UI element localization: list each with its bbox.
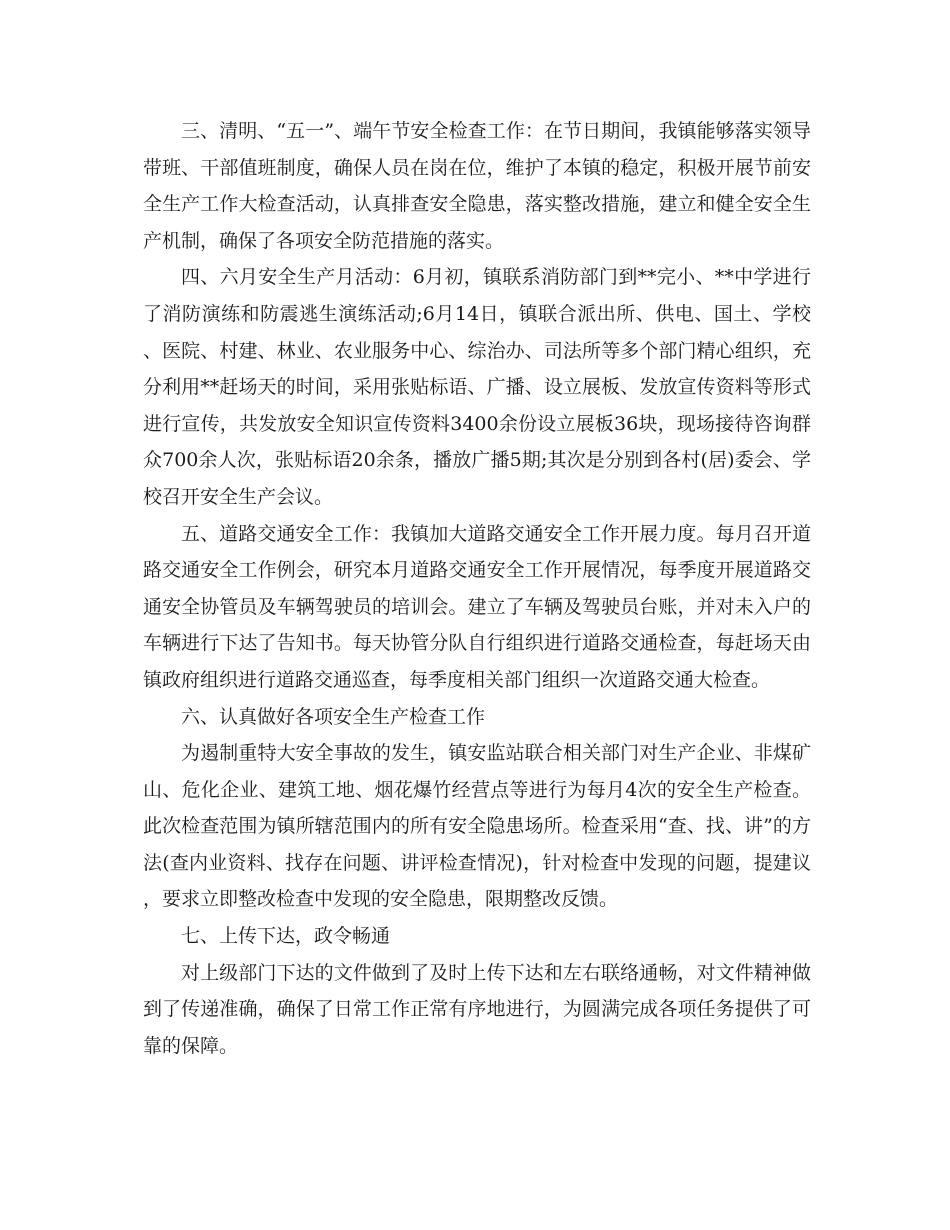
paragraph-festival-safety-inspection: 三、清明、“五一”、端午节安全检查工作：在节日期间，我镇能够落实领导带班、干部值班制度，确保人员在岗在位，维护了本镇的稳定，积极开展节前安全生产工作大检查活动，认真排查安全隐患，落实整改措施，建立和健全安全生产机制，确保了各项安全防范措施的落实。 [143, 120, 811, 252]
paragraph-document-communication: 对上级部门下达的文件做到了及时上传下达和左右联络通畅，对文件精神做到了传递准确，确保了日常工作正常有序地进行，为圆满完成各项任务提供了可靠的保障。 [143, 961, 811, 1057]
section-heading-communication: 七、上传下达，政令畅通 [181, 925, 391, 948]
paragraph-inspection-details: 为遏制重特大安全事故的发生，镇安监站联合相关部门对生产企业、非煤矿山、危化企业、建筑工地、烟花爆竹经营点等进行为每月4次的安全生产检查。此次检查范围为镇所辖范围内的所有安全隐患场所。检查采用“查、找、讲”的方法(查内业资料、找存在问题、讲评检查情况)，针对检查中发现的问题，提建议，要求立即整改检查中发现的安全隐患，限期整改反馈。 [143, 742, 811, 911]
paragraph-road-traffic-safety: 五、道路交通安全工作：我镇加大道路交通安全工作开展力度。每月召开道路交通安全工作例会，研究本月道路交通安全工作开展情况，每季度开展道路交通安全协管员及车辆驾驶员的培训会。建立了车辆及驾驶员台账，并对未入户的车辆进行下达了告知书。每天协管分队自行组织进行道路交通检查，每赶场天由镇政府组织进行道路交通巡查，每季度相关部门组织一次道路交通大检查。 [143, 522, 811, 691]
document-body [143, 113, 811, 1064]
section-heading-safety-inspections: 六、认真做好各项安全生产检查工作 [181, 705, 486, 728]
paragraph-june-safety-month: 四、六月安全生产月活动：6月初，镇联系消防部门到**完小、**中学进行了消防演练和防震逃生演练活动;6月14日，镇联合派出所、供电、国土、学校、医院、村建、林业、农业服务中心、综治办、司法所等多个部门精心组织，充分利用**赶场天的时间，采用张贴标语、广播、设立展板、发放宣传资料等形式进行宣传，共发放安全知识宣传资料3400余份设立展板36块，现场接待咨询群众700余人次，张贴标语20余条，播放广播5期;其次是分别到各村(居)委会、学校召开安全生产会议。 [143, 266, 811, 508]
